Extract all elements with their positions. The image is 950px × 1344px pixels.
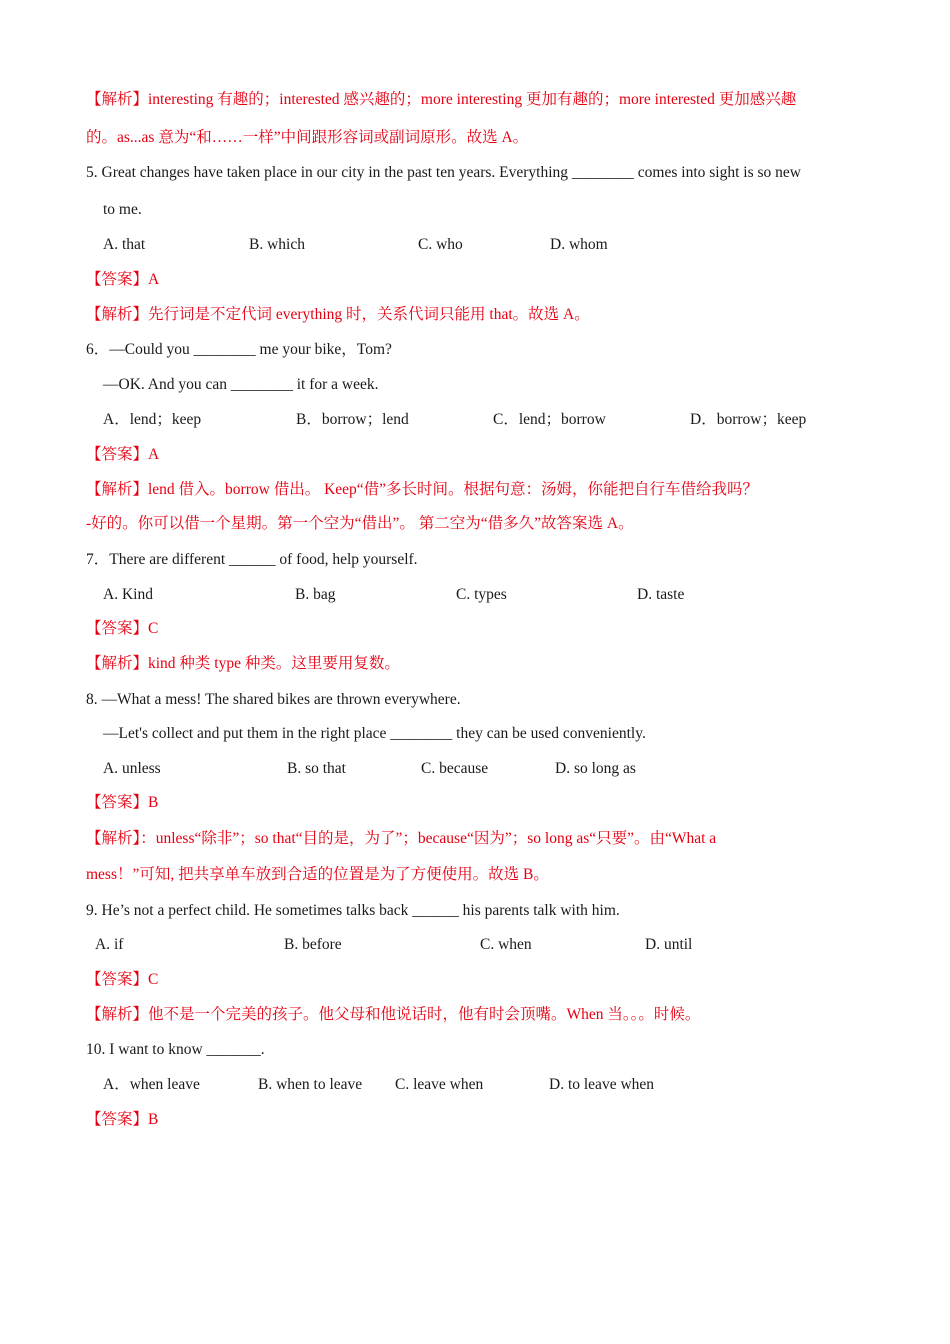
option: B. so that <box>287 760 346 777</box>
question-stem: —OK. And you can ________ it for a week. <box>103 376 379 393</box>
option: C. types <box>456 586 507 603</box>
option: D. whom <box>550 236 608 253</box>
option: C. who <box>418 236 463 253</box>
option: A. unless <box>103 760 161 777</box>
option: B. bag <box>295 586 336 603</box>
explanation-text: 【解析】interesting 有趣的；interested 感兴趣的；more interesting 更加有趣的；more interested 更加感兴趣 <box>86 91 797 108</box>
explanation-text: 【解析】kind 种类 type 种类。这里要用复数。 <box>86 655 400 672</box>
option: C．lend；borrow <box>493 411 606 428</box>
option: D. so long as <box>555 760 636 777</box>
question-stem: 8. —What a mess! The shared bikes are thrown everywhere. <box>86 691 461 708</box>
option: D. taste <box>637 586 685 603</box>
option: C. when <box>480 936 532 953</box>
option: D. until <box>645 936 693 953</box>
question-stem: —Let's collect and put them in the right place ________ they can be used conveniently. <box>103 725 646 742</box>
answer: 【答案】A <box>86 446 160 463</box>
option: A．when leave <box>103 1076 200 1093</box>
option: D. to leave when <box>549 1076 655 1093</box>
question-stem: 10. I want to know _______. <box>86 1041 265 1058</box>
explanation-text: 的。as...as 意为“和……一样”中间跟形容词或副词原形。故选 A。 <box>86 129 529 146</box>
question-stem: 6．—Could you ________ me your bike，Tom? <box>86 341 392 358</box>
explanation-text: mess！”可知, 把共享单车放到合适的位置是为了方便使用。故选 B。 <box>86 866 549 883</box>
question-stem: 7．There are different ______ of food, help yourself. <box>86 551 418 568</box>
option: B. when to leave <box>258 1076 363 1093</box>
option: D．borrow；keep <box>690 411 807 428</box>
answer: 【答案】C <box>86 971 159 988</box>
explanation-text: -好的。你可以借一个星期。第一个空为“借出”。 第二空为“借多久”故答案选 A。 <box>86 515 634 532</box>
answer: 【答案】B <box>86 794 159 811</box>
option: B. before <box>284 936 342 953</box>
answer: 【答案】C <box>86 620 159 637</box>
question-stem: 9. He’s not a perfect child. He sometimes talks back ______ his parents talk with him. <box>86 902 620 919</box>
explanation-text: 【解析】先行词是不定代词 everything 时，关系代词只能用 that。故选 A。 <box>86 306 590 323</box>
explanation-text: 【解析】他不是一个完美的孩子。他父母和他说话时，他有时会顶嘴。When 当。。。时候。 <box>86 1006 701 1023</box>
question-stem: 5. Great changes have taken place in our city in the past ten years. Everything ________ comes into sight is so new <box>86 164 801 181</box>
explanation-text: 【解析】lend 借入。borrow 借出。 Keep“借”多长时间。根据句意：汤姆，你能把自行车借给我吗？ <box>86 481 759 498</box>
option: A. that <box>103 236 146 253</box>
option: A. if <box>95 936 124 953</box>
option: B. which <box>249 236 305 253</box>
option: C. leave when <box>395 1076 484 1093</box>
answer: 【答案】B <box>86 1111 159 1128</box>
option: A. Kind <box>103 586 153 603</box>
option: B．borrow；lend <box>296 411 409 428</box>
answer: 【答案】A <box>86 271 160 288</box>
question-stem: to me. <box>103 201 142 218</box>
explanation-text: 【解析】：unless“除非”；so that“目的是，为了”；because“因为”；so long as“只要”。由“What a <box>86 830 717 847</box>
option: A．lend；keep <box>103 411 202 428</box>
option: C. because <box>421 760 489 777</box>
